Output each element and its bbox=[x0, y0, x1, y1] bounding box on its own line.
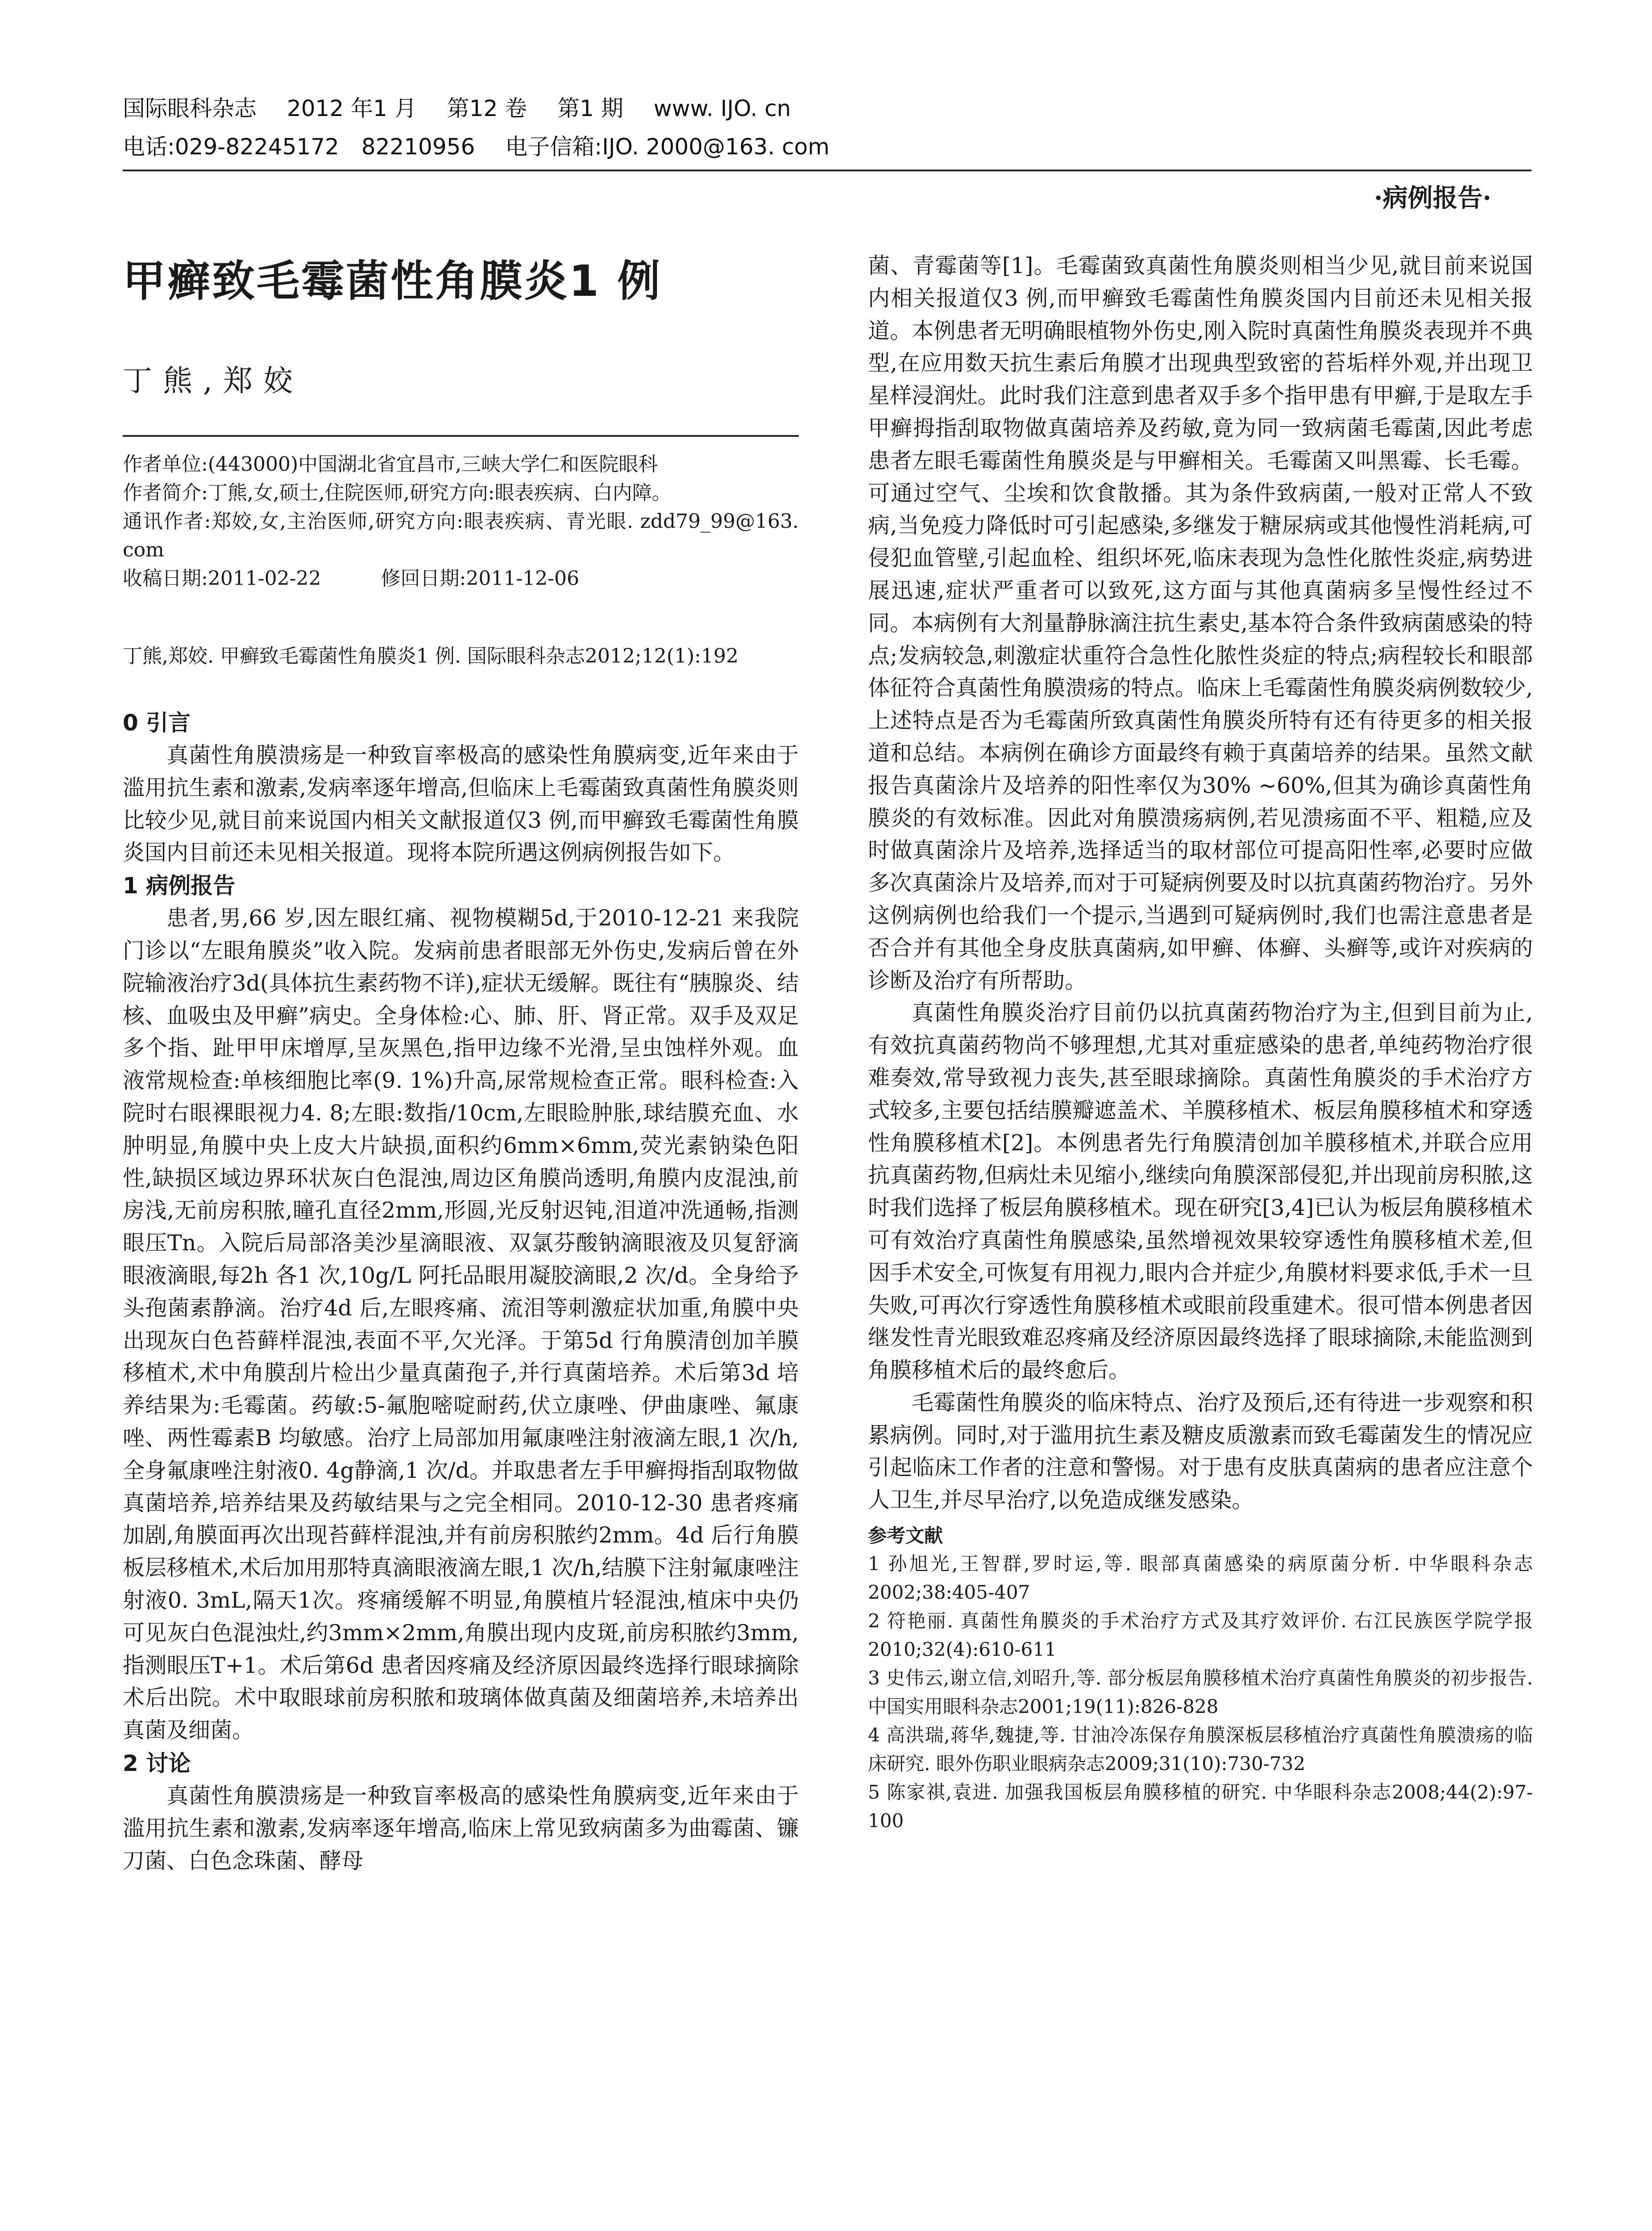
website-link[interactable]: www. IJO. cn bbox=[653, 95, 791, 121]
reference-item: 2 符艳丽. 真菌性角膜炎的手术治疗方式及其疗效评价. 右江民族医学院学报2010;32(4):610-611 bbox=[868, 1610, 1533, 1661]
article-title: 甲癣致毛霉菌性角膜炎1 例 bbox=[123, 256, 662, 306]
reference-item: 1 孙旭光,王智群,罗时运,等. 眼部真菌感染的病原菌分析. 中华眼科杂志2002;38:405-407 bbox=[868, 1553, 1533, 1604]
header-line-2 bbox=[123, 128, 853, 166]
discussion-paragraph-2: 真菌性角膜炎治疗目前仍以抗真菌药物治疗为主,但到目前为止,有效抗真菌药物尚不够理想,尤其对重症感染的患者,单纯药物治疗很难奏效,常导致视力丧失,甚至眼球摘除。真菌性角膜炎的手术治疗方式较多,主要包括结膜瓣遮盖术、羊膜移植术、板层角膜移植术和穿透性角膜移植术[2]。本例患者先行角膜清创加羊膜移植术,并联合应用抗真菌药物,但病灶未见缩小,继续向角膜深部侵犯,并出现前房积脓,这时我们选择了板层角膜移植术。现在研究[3,4]已认为板层角膜移植术可有效治疗真菌性角膜感染,虽然增视效果较穿透性角膜移植术差,但因手术安全,可恢复有用视力,眼内合并症少,角膜材料要求低,手术一旦失败,可再次行穿透性角膜移植术或眼前段重建术。很可惜本例患者因继发性青光眼致难忍疼痛及经济原因最终选择了眼球摘除,未能监测到角膜移植术后的最终愈后。 bbox=[868, 1000, 1533, 1383]
revised-date: 修回日期:2011-12-06 bbox=[381, 567, 580, 590]
author-intro: 作者简介:丁熊,女,硕士,住院医师,研究方向:眼表疾病、白内障。 bbox=[123, 481, 672, 504]
citation: 丁熊,郑姣. 甲癣致毛霉菌性角膜炎1 例. 国际眼科杂志2012;12(1):192 bbox=[123, 645, 739, 668]
intro-paragraph: 真菌性角膜溃疡是一种致盲率极高的感染性角膜病变,近年来由于滥用抗生素和激素,发病率逐年增高,但临床上毛霉菌致真菌性角膜炎则比较少见,就目前来说国内相关文献报道仅3 例,而甲癣致毛霉菌性角膜炎国内目前还未见相关报道。现将本院所遇这例病例报告如下。 bbox=[123, 742, 799, 866]
section-tag: ·病例报告· bbox=[1374, 183, 1491, 213]
journal-header bbox=[123, 89, 853, 166]
email-link[interactable]: 电子信箱:IJO. 2000@163. com bbox=[505, 134, 830, 160]
reference-item: 5 陈家祺,袁进. 加强我国板层角膜移植的研究. 中华眼科杂志2008;44(2):97-100 bbox=[868, 1781, 1533, 1832]
affiliation: 作者单位:(443000)中国湖北省宜昌市,三峡大学仁和医院眼科 bbox=[123, 453, 658, 476]
received-date: 收稿日期:2011-02-22 bbox=[123, 567, 321, 590]
reference-item: 3 史伟云,谢立信,刘昭升,等. 部分板层角膜移植术治疗真菌性角膜炎的初步报告. 中国实用眼科杂志2001;19(11):826-828 bbox=[868, 1667, 1533, 1718]
reference-item: 4 高洪瑞,蒋华,魏捷,等. 甘油冷冻保存角膜深板层移植治疗真菌性角膜溃疡的临床研究. 眼外伤职业眼病杂志2009;31(10):730-732 bbox=[868, 1724, 1533, 1775]
correspondence: 通讯作者:郑姣,女,主治医师,研究方向:眼表疾病、青光眼. zdd79_99@163. com bbox=[123, 510, 799, 561]
right-column bbox=[868, 250, 1533, 1835]
dates bbox=[123, 564, 799, 593]
discussion-heading: 2 讨论 bbox=[123, 1750, 191, 1776]
article-authors: 丁熊,郑姣 bbox=[123, 364, 303, 398]
case-heading: 1 病例报告 bbox=[123, 873, 236, 899]
journal-name: 国际眼科杂志 bbox=[123, 95, 257, 121]
left-column bbox=[123, 250, 799, 1877]
meta-rule bbox=[123, 435, 799, 437]
header-rule bbox=[123, 170, 1532, 171]
header-line-1 bbox=[123, 89, 853, 128]
intro-heading: 0 引言 bbox=[123, 710, 191, 736]
case-paragraph: 患者,男,66 岁,因左眼红痛、视物模糊5d,于2010-12-21 来我院门诊以“左眼角膜炎”收入院。发病前患者眼部无外伤史,发病后曾在外院输液治疗3d(具体抗生素药物不详),症状无缓解。既往有“胰腺炎、结核、血吸虫及甲癣”病史。全身体检:心、肺、肝、肾正常。双手及双足多个指、趾甲甲床增厚,呈灰黑色,指甲边缘不光滑,呈虫蚀样外观。血液常规检查:单核细胞比率(9. 1%)升高,尿常规检查正常。眼科检查:入院时右眼裸眼视力4. 8;左眼:数指/10cm,左眼睑肿胀,球结膜充血、水肿明显,角膜中央上皮大片缺损,面积约6mm×6mm,荧光素钠染色阳性,缺损区域边界环状灰白色混浊,周边区角膜尚透明,角膜内皮混浊,前房浅,无前房积脓,瞳孔直径2mm,形圆,光反射迟钝,泪道冲洗通畅,指测眼压Tn。入院后局部洛美沙星滴眼液、双氯芬酸钠滴眼液及贝复舒滴眼液滴眼,每2h 各1 次,10g/L 阿托品眼用凝胶滴眼,2 次/d。全身给予头孢菌素静滴。治疗4d 后,左眼疼痛、流泪等刺激症状加重,角膜中央出现灰白色苔藓样混浊,表面不平,欠光泽。于第5d 行角膜清创加羊膜移植术,术中角膜刮片检出少量真菌孢子,并行真菌培养。术后第3d 培养结果为:毛霉菌。药敏:5-氟胞嘧啶耐药,伏立康唑、伊曲康唑、氟康唑、两性霉素B 均敏感。治疗上局部加用氟康唑注射液滴左眼,1 次/h,全身氟康唑注射液0. 4g静滴,1 次/d。并取患者左手甲癣拇指刮取物做真菌培养,培养结果及药敏结果与之完全相同。2010-12-30 患者疼痛加剧,角膜面再次出现苔藓样混浊,并有前房积脓约2mm。4d 后行角膜板层移植术,术后加用那特真滴眼液滴左眼,1 次/h,结膜下注射氟康唑注射液0. 3mL,隔天1次。疼痛缓解不明显,角膜植片轻混浊,植床中央仍可见灰白色混浊灶,约3mm×2mm,角膜出现内皮斑,前房积脓约3mm,指测眼压T+1。术后第6d 患者因疼痛及经济原因最终选择行眼球摘除术后出院。术中取眼球前房积脓和玻璃体做真菌及细菌培养,未培养出真菌及细菌。 bbox=[123, 905, 799, 1743]
issue: 第1 期 bbox=[557, 95, 623, 121]
discussion-paragraph-3: 毛霉菌性角膜炎的临床特点、治疗及预后,还有待进一步观察和积累病例。同时,对于滥用抗生素及糖皮质激素而致毛霉菌发生的情况应引起临床工作者的注意和警惕。对于患有皮肤真菌病的患者应注意个人卫生,并尽早治疗,以免造成继发感染。 bbox=[868, 1389, 1533, 1513]
article-meta bbox=[123, 450, 799, 593]
volume: 第12 卷 bbox=[447, 95, 527, 121]
discussion-paragraph-1-cont: 菌、青霉菌等[1]。毛霉菌致真菌性角膜炎则相当少见,就目前来说国内相关报道仅3 例,而甲癣致毛霉菌性角膜炎国内目前还未见相关报道。本例患者无明确眼植物外伤史,刚入院时真菌性角膜炎表现并不典型,在应用数天抗生素后角膜才出现典型致密的苔垢样外观,并出现卫星样浸润灶。此时我们注意到患者双手多个指甲患有甲癣,于是取左手甲癣拇指刮取物做真菌培养及药敏,竟为同一致病菌毛霉菌,因此考虑患者左眼毛霉菌性角膜炎是与甲癣相关。毛霉菌又叫黑霉、长毛霉。可通过空气、尘埃和饮食散播。其为条件致病菌,一般对正常人不致病,当免疫力降低时可引起感染,多继发于糖尿病或其他慢性消耗病,可侵犯血管壁,引起血栓、组织坏死,临床表现为急性化脓性炎症,病势进展迅速,症状严重者可以致死,这方面与其他真菌病多呈慢性经过不同。本病例有大剂量静脉滴注抗生素史,基本符合条件致病菌感染的特点;发病较急,刺激症状重符合急性化脓性炎症的特点;病程较长和眼部体征符合真菌性角膜溃疡的特点。临床上毛霉菌性角膜炎病例数较少,上述特点是否为毛霉菌所致真菌性角膜炎所特有还有待更多的相关报道和总结。本病例在确诊方面最终有赖于真菌培养的结果。虽然文献报告真菌涂片及培养的阳性率仅为30% ~60%,但其为确诊真菌性角膜炎的有效标准。因此对角膜溃疡病例,若见溃疡面不平、粗糙,应及时做真菌涂片及培养,选择适当的取材部位可提高阳性率,必要时应做多次真菌涂片及培养,而对于可疑病例要及时以抗真菌药物治疗。另外这例病例也给我们一个提示,当遇到可疑病例时,我们也需注意患者是否合并有其他全身皮肤真菌病,如甲癣、体癣、头癣等,或许对疾病的诊断及治疗有所帮助。 bbox=[868, 253, 1533, 993]
discussion-paragraph-1-start: 真菌性角膜溃疡是一种致盲率极高的感染性角膜病变,近年来由于滥用抗生素和激素,发病率逐年增高,临床上常见致病菌多为曲霉菌、镰刀菌、白色念珠菌、酵母 bbox=[123, 1783, 799, 1874]
phone: 电话:029-82245172 82210956 bbox=[123, 134, 475, 160]
issue-date: 2012 年1 月 bbox=[286, 95, 417, 121]
references-heading: 参考文献 bbox=[868, 1525, 943, 1547]
reference-list bbox=[868, 1550, 1533, 1835]
